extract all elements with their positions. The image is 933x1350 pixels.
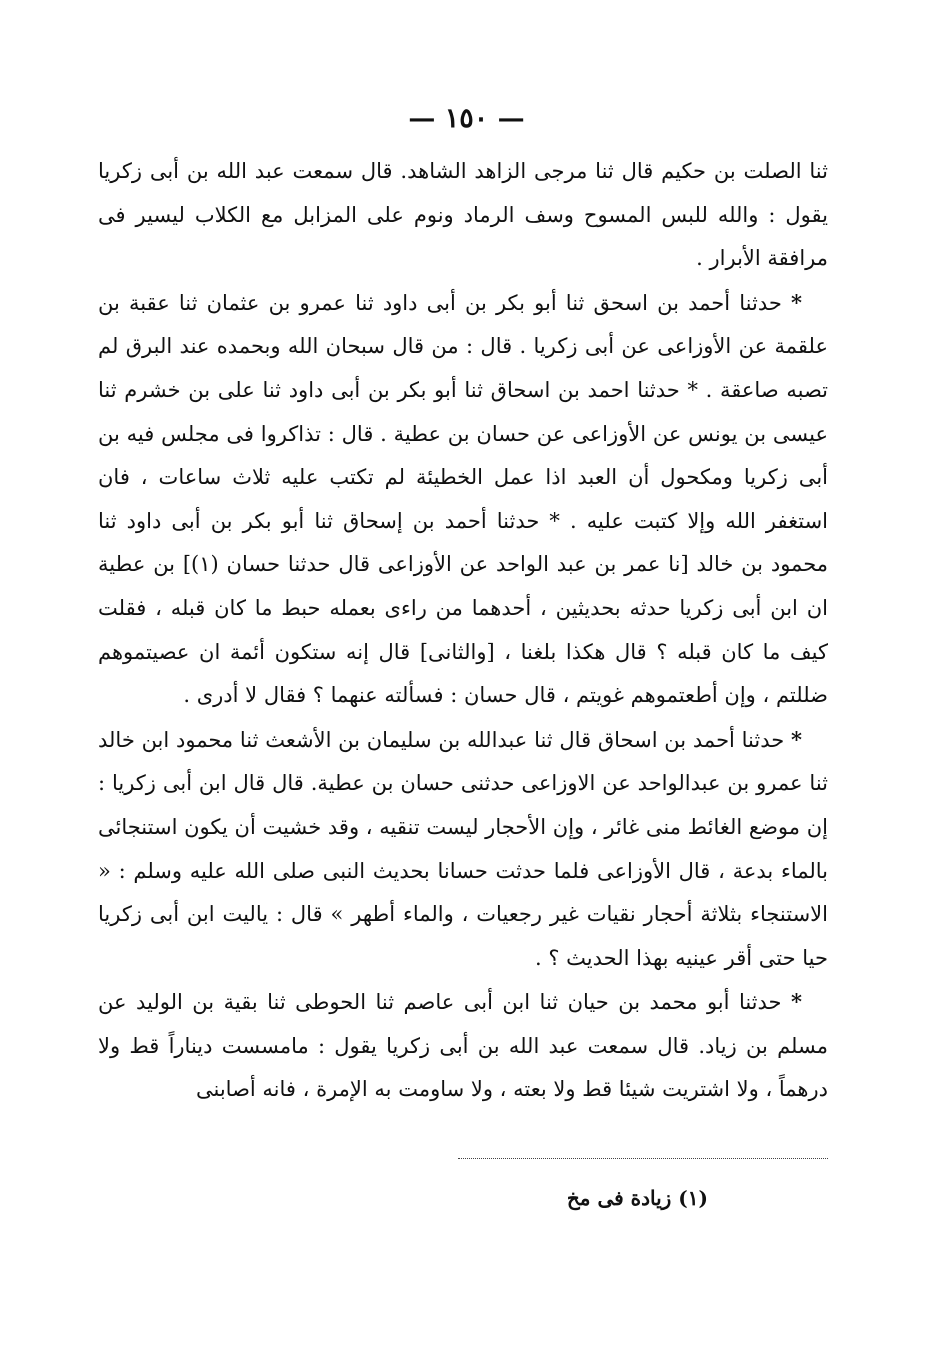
footnote: (١) زيادة فى مخ bbox=[566, 1186, 708, 1210]
paragraph: * حدثنا أحمد بن اسحاق قال ثنا عبدالله بن سليمان بن الأشعث ثنا محمود ابن خالد ثنا عمرو بن عبدالواحد عن الاوزاعى حدثنى حسان بن عطية. قال قال ابن أبى زكريا : إن موضع الغائط منى غائر ، وإن الأحجار ليست تنقيه ، وقد خشيت أن يكون استنجائى بالماء بدعة ، قال الأوزاعى فلما حدثت حسانا بحديث النبى صلى الله عليه وسلم : « الاستنجاء بثلاثة أحجار نقيات غير رجعيات ، والماء أطهر » قال : ياليت ابن أبى زكريا حيا حتى أقر عينيه بهذا الحديث ؟ . bbox=[98, 726, 829, 970]
paragraph: * حدثنا أحمد بن اسحق ثنا أبو بكر بن أبى داود ثنا عمرو بن عثمان ثنا عقبة بن علقمة عن الأوزاعى عن أبى زكريا . قال : من قال سبحان الله وبحمده عند البرق لم تصبه صاعقة . * حدثنا احمد بن اسحاق ثنا أبو بكر بن أبى داود ثنا على بن خشرم ثنا عيسى بن يونس عن الأوزاعى عن حسان بن عطية . قال : تذاكروا فى مجلس فيه بن أبى زكريا ومكحول أن العبد اذا عمل الخطيئة لم تكتب عليه ثلاث ساعات ، فان استغفر الله وإلا كتبت عليه . * حدثنا أحمد بن إسحاق ثنا أبو بكر بن أبى داود ثنا محمود بن خالد [نا عمر بن عبد الواحد عن الأوزاعى قال حدثنا حسان (١)] بن عطية ان ابن أبى زكريا حدثه بحديثين ، أحدهما من راءى بعمله حبط ما كان قبله ، فقلت كيف ما كان قبله ؟ قال هكذا بلغنا ، [والثانى] قال إنه ستكون أئمة ان عصيتموهم ضللتم ، وإن أطعتموهم غويتم ، قال حسان : فسألته عنهما ؟ فقال لا أدرى . bbox=[98, 289, 828, 708]
page-number: — ١٥٠ — bbox=[408, 103, 525, 134]
main-text bbox=[98, 150, 828, 1112]
paragraph-star: * bbox=[791, 989, 802, 1015]
footnote-divider bbox=[458, 1158, 828, 1159]
paragraph: * حدثنا أبو محمد بن حيان ثنا ابن أبى عاصم ثنا الحوطى ثنا بقية بن الوليد عن مسلم بن زياد. قال سمعت عبد الله بن أبى زكريا يقول : مامسست ديناراً قط ولا درهماً ، ولا اشتريت شيئا قط ولا بعته ، ولا ساومت به الإمرة ، فانه أصابنى bbox=[98, 989, 828, 1102]
paragraph-star: * bbox=[791, 726, 802, 752]
paragraph: ثنا الصلت بن حكيم قال ثنا مرجى الزاهد الشاهد. قال سمعت عبد الله بن أبى زكريا يقول : والله للبس المسوح وسف الرماد ونوم على المزابل مع الكلاب ليسير فى مرافقة الأبرار . bbox=[98, 159, 828, 271]
paragraph-star: * bbox=[791, 289, 802, 315]
